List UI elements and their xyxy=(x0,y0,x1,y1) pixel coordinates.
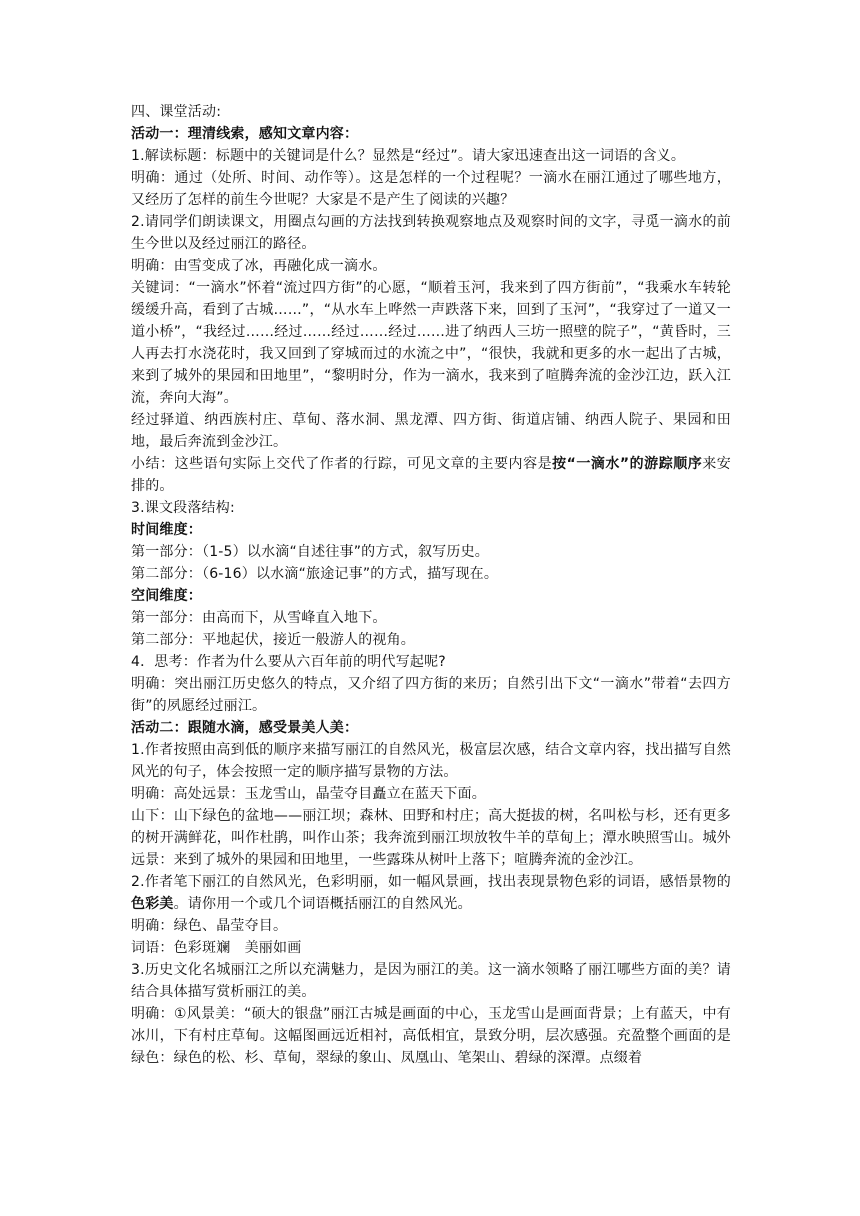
paragraph: 第一部分：（1-5）以水滴“自述往事”的方式，叙写历史。 xyxy=(131,544,489,560)
paragraph: 3.课文段落结构: xyxy=(131,500,235,516)
paragraph: 山下：山下绿色的盆地——丽江坝；森林、田野和村庄；高大挺拔的树，名叫松与杉，还有更多的树开满鲜花，叫作杜鹃，叫作山茶；我奔流到丽江坝放牧牛羊的草甸上；潭水映照雪山。城外远景：来到了城外的果园和田地里，一些露珠从树叶上落下；喧腾奔流的金沙江。 xyxy=(131,808,731,868)
paragraph: 明确：高处远景：玉龙雪山，晶莹夺目矗立在蓝天下面。 xyxy=(131,786,486,802)
paragraph: 明确：①风景美：“硕大的银盘”丽江古城是画面的中心，玉龙雪山是画面背景；上有蓝天，中有冰川，下有村庄草甸。这幅图画远近相衬，高低相宜，景致分明，层次感强。充盈整个画面的是绿色：绿色的松、杉、草甸，翠绿的象山、凤凰山、笔架山、碧绿的深潭。点缀着 xyxy=(131,1006,731,1066)
paragraph: 第二部分：平地起伏，接近一般游人的视角。 xyxy=(131,632,415,648)
activity-2-title: 活动二：跟随水滴，感受景美人美： xyxy=(131,720,359,736)
document-page xyxy=(131,101,731,1069)
paragraph-text-end: 。请你用一个或几个词语概括丽江的自然风光。 xyxy=(173,896,472,912)
paragraph: 经过驿道、纳西族村庄、草甸、落水洞、黑龙潭、四方街、街道店铺、纳西人院子、果园和田地，最后奔流到金沙江。 xyxy=(131,412,731,450)
summary-emphasis: 按“一滴水”的游踪顺序 xyxy=(552,456,703,472)
color-beauty-paragraph xyxy=(131,871,731,915)
paragraph: 关键词：“一滴水”怀着“流过四方街”的心愿，“顺着玉河，我来到了四方街前”，“我乘水车转轮缓缓升高，看到了古城……”，“从水车上哗然一声跌落下来，回到了玉河”，“我穿过了一道又一道小桥”，“我经过……经过……经过……经过……进了纳西人三坊一照壁的院子”，“黄昏时，三人再去打水浇花时，我又回到了穿城而过的水流之中”，“很快，我就和更多的水一起出了古城，来到了城外的果园和田地里”，“黎明时分，作为一滴水，我来到了喧腾奔流的金沙江边，跃入江流，奔向大海”。 xyxy=(131,280,731,406)
paragraph-text: 2.作者笔下丽江的自然风光，色彩明丽，如一幅风景画，找出表现景物色彩的词语，感悟景物的 xyxy=(131,874,731,890)
summary-paragraph xyxy=(131,453,731,497)
paragraph: 明确：绿色、晶莹夺目。 xyxy=(131,918,288,934)
paragraph: 明确：通过（处所、时间、动作等）。这是怎样的一个过程呢？一滴水在丽江通过了哪些地方，又经历了怎样的前生今世呢？大家是不是产生了阅读的兴趣？ xyxy=(131,170,731,208)
paragraph: 明确：突出丽江历史悠久的特点，又介绍了四方街的来历；自然引出下文“一滴水”带着“去四方街”的夙愿经过丽江。 xyxy=(131,676,731,714)
paragraph: 3.历史文化名城丽江之所以充满魅力，是因为丽江的美。这一滴水领略了丽江哪些方面的美？请结合具体描写赏析丽江的美。 xyxy=(131,962,731,1000)
paragraph: 第二部分：（6-16）以水滴“旅途记事”的方式，描写现在。 xyxy=(131,566,499,582)
summary-text: 小结：这些语句实际上交代了作者的行踪，可见文章的主要内容是 xyxy=(131,456,553,472)
question-paragraph: 4．思考：作者为什么要从六百年前的明代写起呢? xyxy=(131,654,446,670)
section-title: 四、课堂活动: xyxy=(131,104,222,120)
color-beauty-emphasis: 色彩美 xyxy=(131,896,174,912)
time-dimension-heading: 时间维度： xyxy=(131,522,202,538)
summary-text-end: 来安排的。 xyxy=(131,456,731,494)
paragraph: 词语：色彩斑斓 美丽如画 xyxy=(131,940,302,956)
paragraph: 1.作者按照由高到低的顺序来描写丽江的自然风光，极富层次感，结合文章内容，找出描写自然风光的句子，体会按照一定的顺序描写景物的方法。 xyxy=(131,742,731,780)
paragraph: 第一部分：由高而下，从雪峰直入地下。 xyxy=(131,610,387,626)
paragraph: 1.解读标题：标题中的关键词是什么？显然是“经过”。请大家迅速查出这一词语的含义。 xyxy=(131,148,686,164)
space-dimension-heading: 空间维度： xyxy=(131,588,202,604)
activity-1-title: 活动一：理清线索，感知文章内容： xyxy=(131,126,359,142)
paragraph: 2.请同学们朗读课文，用圈点勾画的方法找到转换观察地点及观察时间的文字，寻觅一滴水的前生今世以及经过丽江的路径。 xyxy=(131,214,731,252)
paragraph: 明确：由雪变成了冰，再融化成一滴水。 xyxy=(131,258,387,274)
